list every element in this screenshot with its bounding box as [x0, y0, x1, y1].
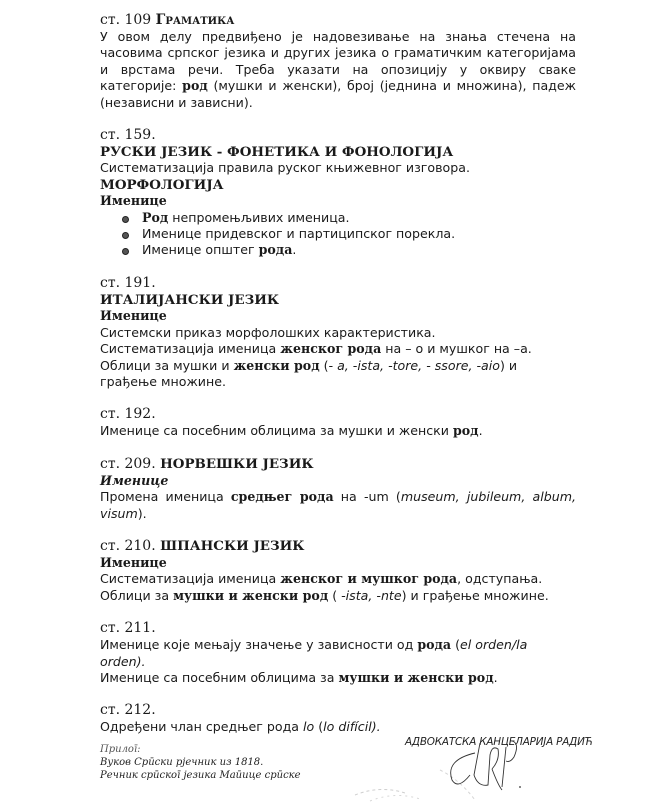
- section-title: ШПАНСКИ ЈЕЗИК: [160, 537, 305, 554]
- section-subtitle: МОРФОЛОГИЈА: [100, 176, 224, 193]
- list-item: Именице придевског и партиципског порекла.: [122, 226, 576, 242]
- text-line: Промена именица средњег рода на -um (museum, jubileum, album, visum).: [100, 489, 576, 521]
- list-item: Род непромењљивих именица.: [122, 210, 576, 226]
- section-title: РУСКИ ЈЕЗИК - ФОНЕТИКА И ФОНОЛОГИЈА: [100, 144, 454, 161]
- signature-icon: [440, 735, 580, 802]
- section-210: [100, 538, 576, 604]
- section-191: [100, 275, 576, 390]
- page-ref: ст. 211.: [100, 620, 156, 637]
- text-line: Именице са посебним облицима за мушки и женски род.: [100, 423, 483, 439]
- page-ref: ст. 209.: [100, 455, 156, 472]
- page-ref: ст. 109: [100, 12, 152, 28]
- text-line: Систематизација именица женског и мушког рода, одступања.: [100, 571, 543, 587]
- section-159: [100, 127, 576, 259]
- text-line: Именице које мењају значење у зависности од рода (el orden/la orden).: [100, 637, 528, 669]
- section-211: [100, 620, 576, 686]
- document-page: [100, 12, 576, 736]
- text-line: Облици за мушки и женски род ( -ista, -nte) и грађење множине.: [100, 587, 549, 603]
- text-line: Одређени члан средњег рода lo (lo difícil).: [100, 719, 381, 735]
- bullet-icon: [122, 232, 129, 239]
- paragraph: У овом делу предвиђено је надовезивање на знања стечена на часовима српског језика и других језика о граматичким категоријама и врстама речи. Треба указати на опозицију у оквиру сваке категорије: род (мушки и женски), број (једнина и множина), падеж (независни и зависни).: [100, 29, 576, 110]
- text-line: Систематизација именица женског рода на – о и мушког на –а.: [100, 341, 532, 357]
- section-title: ИТАЛИЈАНСКИ ЈЕЗИК: [100, 291, 280, 308]
- section-192: [100, 406, 576, 439]
- subheading: Именице: [100, 472, 169, 488]
- page-ref: ст. 210.: [100, 537, 156, 554]
- text-line: Облици за мушки и женски род (- a, -ista, -tore, - ssore, -aio) и грађење множине.: [100, 357, 518, 389]
- bullet-icon: [122, 216, 129, 223]
- subheading: Именице: [100, 554, 167, 570]
- subheading: Именице: [100, 193, 167, 209]
- attachment-item: Вуков Срӣски рјечник из 1818.: [100, 757, 264, 768]
- bullet-icon: [122, 248, 129, 255]
- section-212: [100, 702, 576, 735]
- section-209: [100, 456, 576, 522]
- list-item: Именице општег рода.: [122, 242, 576, 258]
- subheading: Именице: [100, 308, 167, 324]
- attachments-note: [100, 743, 301, 782]
- text-line: Именице са посебним облицима за мушки и женски род.: [100, 669, 498, 685]
- section-109: [100, 12, 576, 111]
- text-line: Систематизација правила руског књижевног изговора.: [100, 160, 470, 176]
- text-line: Системски приказ морфолошких карактеристика.: [100, 324, 436, 340]
- bullet-list: [100, 210, 576, 259]
- page-ref: ст. 191.: [100, 274, 156, 291]
- page-ref: ст. 212.: [100, 702, 156, 719]
- attachment-item: Речник срӣскоī језика Маӣице срӣске: [100, 770, 301, 781]
- firm-name: АДВОКАТСКА КАНЦЕЛАРИЈА РАДИЋ: [405, 736, 593, 748]
- section-title: НОРВЕШКИ ЈЕЗИК: [160, 455, 314, 472]
- attachments-label: Прилоī:: [100, 744, 141, 755]
- page-ref: ст. 192.: [100, 406, 156, 423]
- page-ref: ст. 159.: [100, 127, 156, 144]
- section-title: Граматика: [155, 12, 235, 28]
